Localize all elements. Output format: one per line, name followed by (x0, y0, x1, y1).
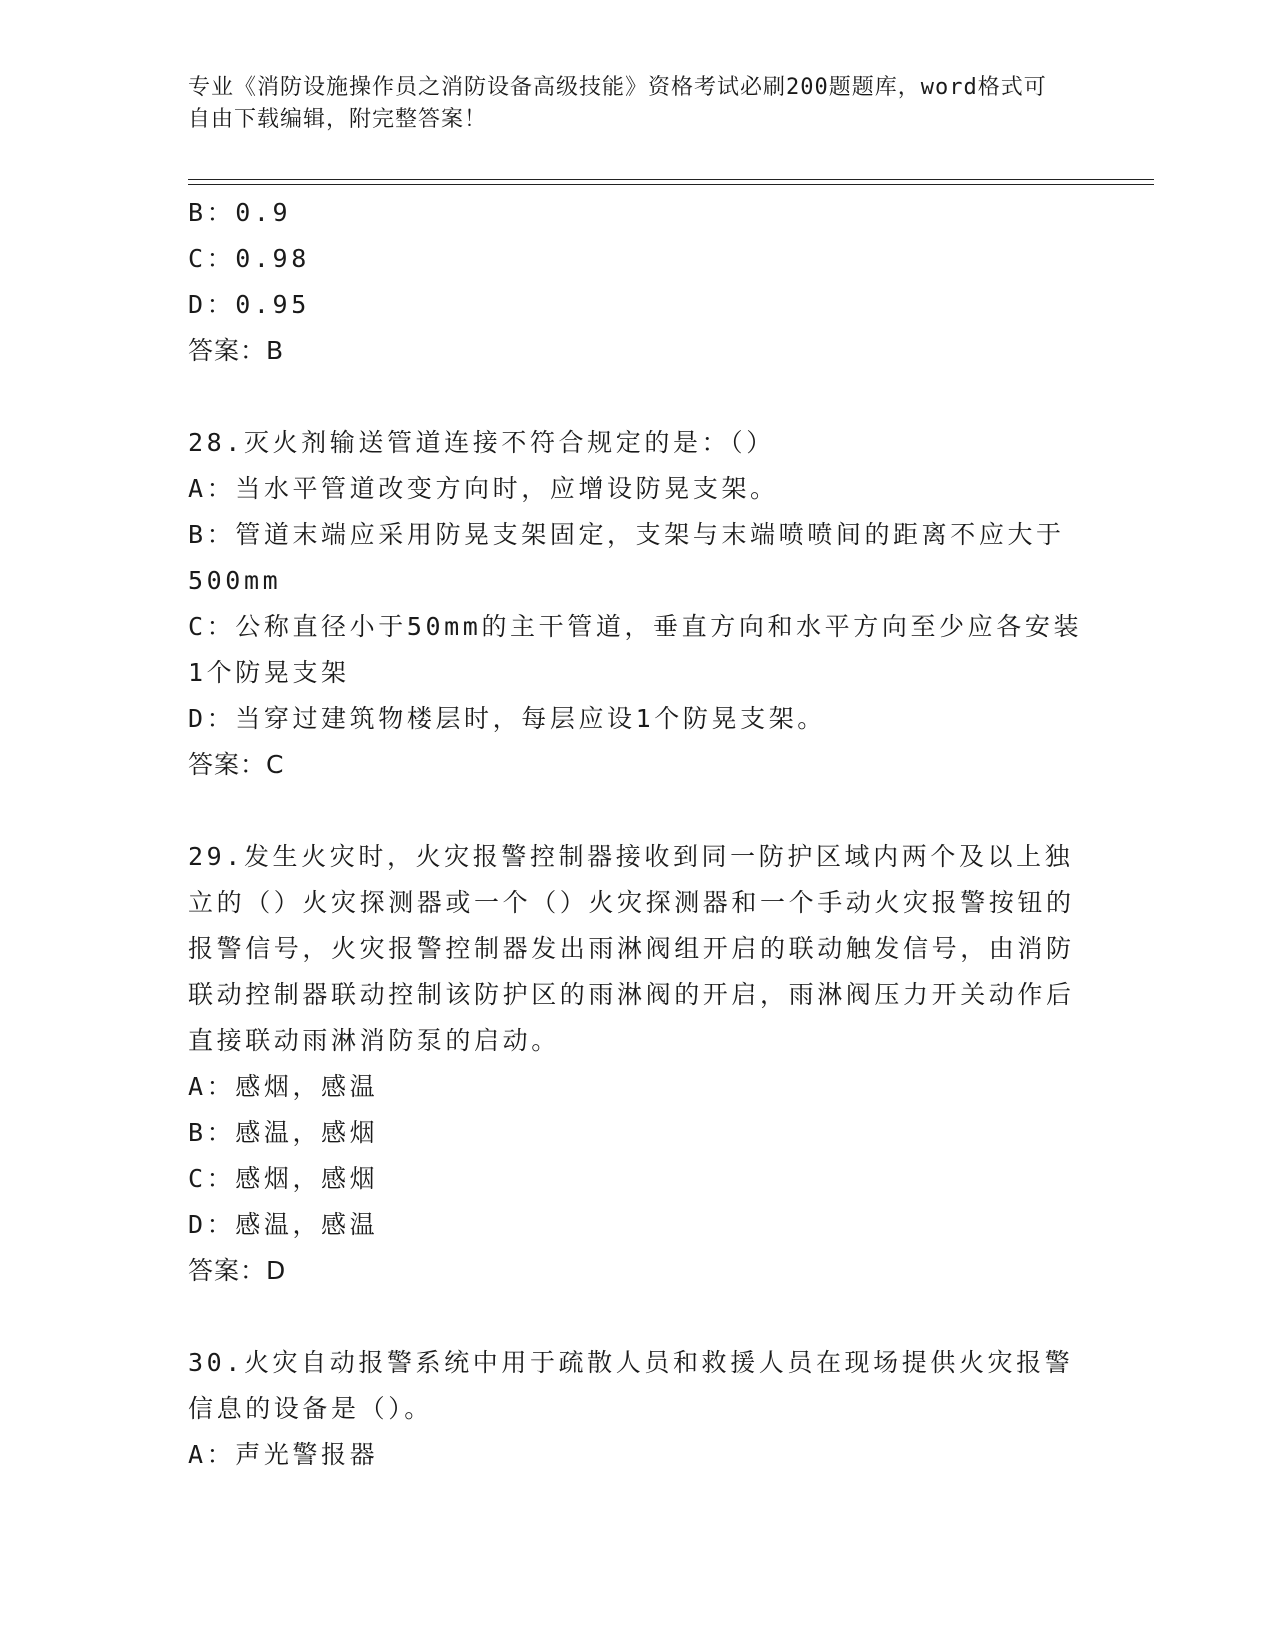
header-rule-bottom (188, 184, 1154, 185)
question-list (188, 190, 1088, 1478)
option-b: B：0.9 (188, 198, 292, 227)
answer: 答案：D (188, 1256, 287, 1285)
document-header (188, 72, 1068, 136)
option-b: B：感温，感烟 (188, 1118, 379, 1147)
header-text: 专业《消防设施操作员之消防设备高级技能》资格考试必刷200题题库，word格式可自由下载编辑，附完整答案！ (188, 75, 1047, 132)
option-c: C：0.98 (188, 244, 310, 273)
option-c: C：公称直径小于50mm的主干管道，垂直方向和水平方向至少应各安装1个防晃支架 (188, 612, 1083, 687)
option-a: A：感烟，感温 (188, 1072, 379, 1101)
question-30 (188, 1340, 1088, 1478)
spacer (188, 374, 1088, 420)
spacer (188, 1294, 1088, 1340)
answer: 答案：B (188, 336, 285, 365)
option-a: A：声光警报器 (188, 1440, 379, 1469)
question-text: 28.灭火剂输送管道连接不符合规定的是：（） (188, 428, 775, 457)
answer: 答案：C (188, 750, 285, 779)
option-d: D：0.95 (188, 290, 310, 319)
option-a: A：当水平管道改变方向时，应增设防晃支架。 (188, 474, 779, 503)
question-27-tail (188, 190, 1088, 374)
header-rule-top (188, 179, 1154, 180)
question-text: 29.发生火灾时，火灾报警控制器接收到同一防护区域内两个及以上独立的（）火灾探测器或一个（）火灾探测器和一个手动火灾报警按钮的报警信号，火灾报警控制器发出雨淋阀组开启的联动触发信号，由消防联动控制器联动控制该防护区的雨淋阀的开启，雨淋阀压力开关动作后直接联动雨淋消防泵的启动。 (188, 842, 1075, 1055)
option-b: B：管道末端应采用防晃支架固定，支架与末端喷喷间的距离不应大于500mm (188, 520, 1065, 595)
question-29 (188, 834, 1088, 1294)
option-d: D：当穿过建筑物楼层时，每层应设1个防晃支架。 (188, 704, 826, 733)
option-d: D：感温，感温 (188, 1210, 379, 1239)
option-c: C：感烟，感烟 (188, 1164, 379, 1193)
question-text: 30.火灾自动报警系统中用于疏散人员和救援人员在现场提供火灾报警信息的设备是（）。 (188, 1348, 1074, 1423)
question-28 (188, 420, 1088, 788)
spacer (188, 788, 1088, 834)
